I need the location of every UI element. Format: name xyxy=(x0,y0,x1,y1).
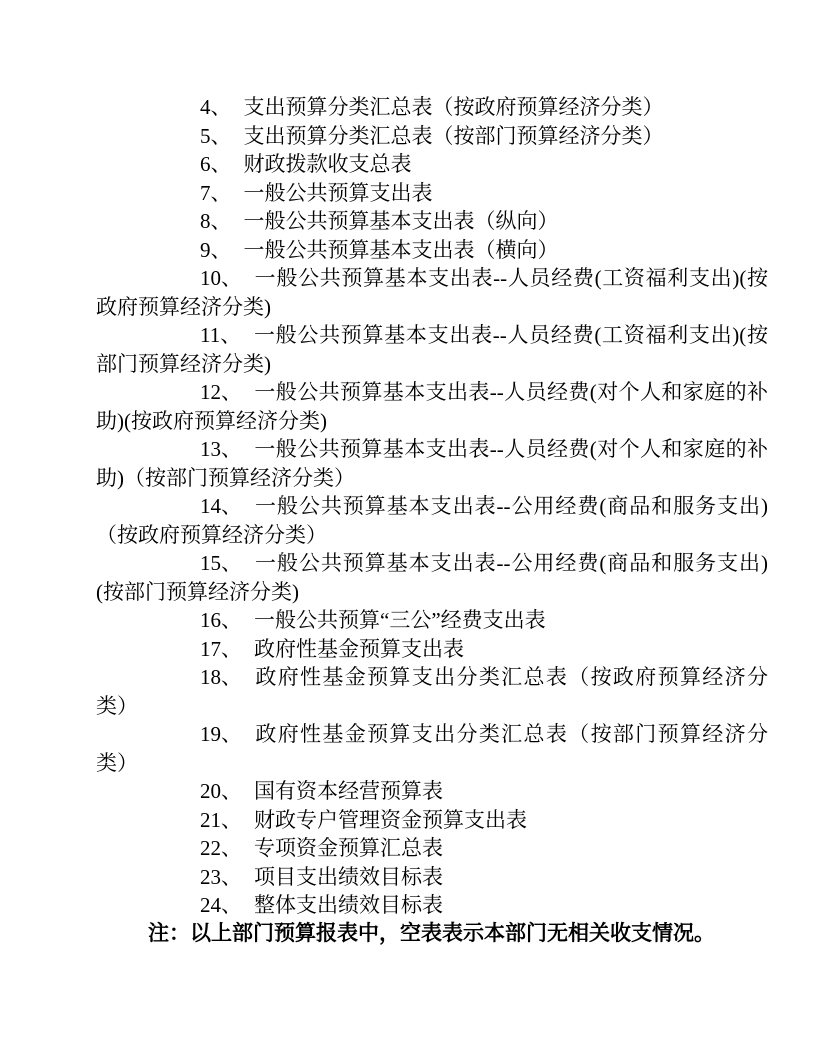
item-title: 政府性基金预算支出分类汇总表（按政府预算经济分类） xyxy=(96,665,768,718)
list-item xyxy=(96,492,768,549)
item-number: 22、 xyxy=(200,836,242,860)
item-title: 项目支出绩效目标表 xyxy=(254,864,443,889)
item-number: 18、 xyxy=(200,665,242,689)
list-item xyxy=(96,435,768,492)
item-number: 4、 xyxy=(200,95,232,119)
item-number: 19、 xyxy=(200,722,242,746)
list-item xyxy=(96,806,768,835)
list-item xyxy=(96,207,768,236)
item-title: 一般公共预算基本支出表--人员经费(对个人和家庭的补助)（按部门预算经济分类） xyxy=(96,437,768,490)
item-number: 14、 xyxy=(200,494,242,518)
item-title: 专项资金预算汇总表 xyxy=(254,836,443,860)
list-item xyxy=(96,179,768,208)
list-item xyxy=(96,606,768,635)
list-item xyxy=(96,720,768,777)
item-number: 12、 xyxy=(200,380,242,404)
footnote: 注：以上部门预算报表中，空表表示本部门无相关收支情况。 xyxy=(148,921,715,945)
list-item xyxy=(96,236,768,265)
list-item xyxy=(96,378,768,435)
item-title: 一般公共预算基本支出表（纵向） xyxy=(243,209,559,233)
item-number: 6、 xyxy=(200,152,232,176)
item-number: 7、 xyxy=(200,180,232,205)
item-number: 5、 xyxy=(200,123,232,148)
list-item xyxy=(96,549,768,606)
list-item xyxy=(96,93,768,122)
item-title: 一般公共预算基本支出表--人员经费(对个人和家庭的补助)(按政府预算经济分类) xyxy=(96,380,768,433)
item-title: 整体支出绩效目标表 xyxy=(254,893,443,917)
list-item xyxy=(96,891,768,920)
item-title: 政府性基金预算支出表 xyxy=(254,636,464,661)
item-number: 13、 xyxy=(200,437,242,461)
item-title: 一般公共预算基本支出表--公用经费(商品和服务支出)（按政府预算经济分类） xyxy=(96,494,768,547)
item-number: 16、 xyxy=(200,608,242,632)
item-number: 15、 xyxy=(200,551,242,575)
document-body xyxy=(96,93,768,948)
item-number: 11、 xyxy=(200,323,242,347)
item-title: 一般公共预算基本支出表--公用经费(商品和服务支出)(按部门预算经济分类) xyxy=(96,551,768,604)
item-number: 20、 xyxy=(200,779,242,803)
item-title: 财政专户管理资金预算支出表 xyxy=(254,807,527,832)
list-item xyxy=(96,663,768,720)
item-number: 24、 xyxy=(200,893,242,917)
item-title: 国有资本经营预算表 xyxy=(254,779,443,803)
list-item xyxy=(96,321,768,378)
item-title: 支出预算分类汇总表（按部门预算经济分类） xyxy=(243,123,664,148)
item-title: 一般公共预算基本支出表--人员经费(工资福利支出)(按政府预算经济分类) xyxy=(96,266,768,319)
item-title: 财政拨款收支总表 xyxy=(243,152,412,176)
item-number: 9、 xyxy=(200,237,232,262)
item-number: 21、 xyxy=(200,807,242,832)
list-item xyxy=(96,150,768,179)
list-item xyxy=(96,834,768,863)
item-number: 23、 xyxy=(200,864,242,889)
list-item xyxy=(96,122,768,151)
item-title: 一般公共预算“三公”经费支出表 xyxy=(254,608,546,632)
item-title: 支出预算分类汇总表（按政府预算经济分类） xyxy=(243,95,664,119)
item-title: 一般公共预算基本支出表--人员经费(工资福利支出)(按部门预算经济分类) xyxy=(96,323,768,376)
list-item xyxy=(96,635,768,664)
item-title: 一般公共预算支出表 xyxy=(243,180,433,205)
item-number: 17、 xyxy=(200,636,242,661)
item-title: 政府性基金预算支出分类汇总表（按部门预算经济分类） xyxy=(96,722,768,775)
item-number: 8、 xyxy=(200,209,232,233)
item-title: 一般公共预算基本支出表（横向） xyxy=(243,237,559,262)
item-number: 10、 xyxy=(200,266,242,290)
list-item xyxy=(96,777,768,806)
list-item xyxy=(96,264,768,321)
list-item xyxy=(96,863,768,892)
